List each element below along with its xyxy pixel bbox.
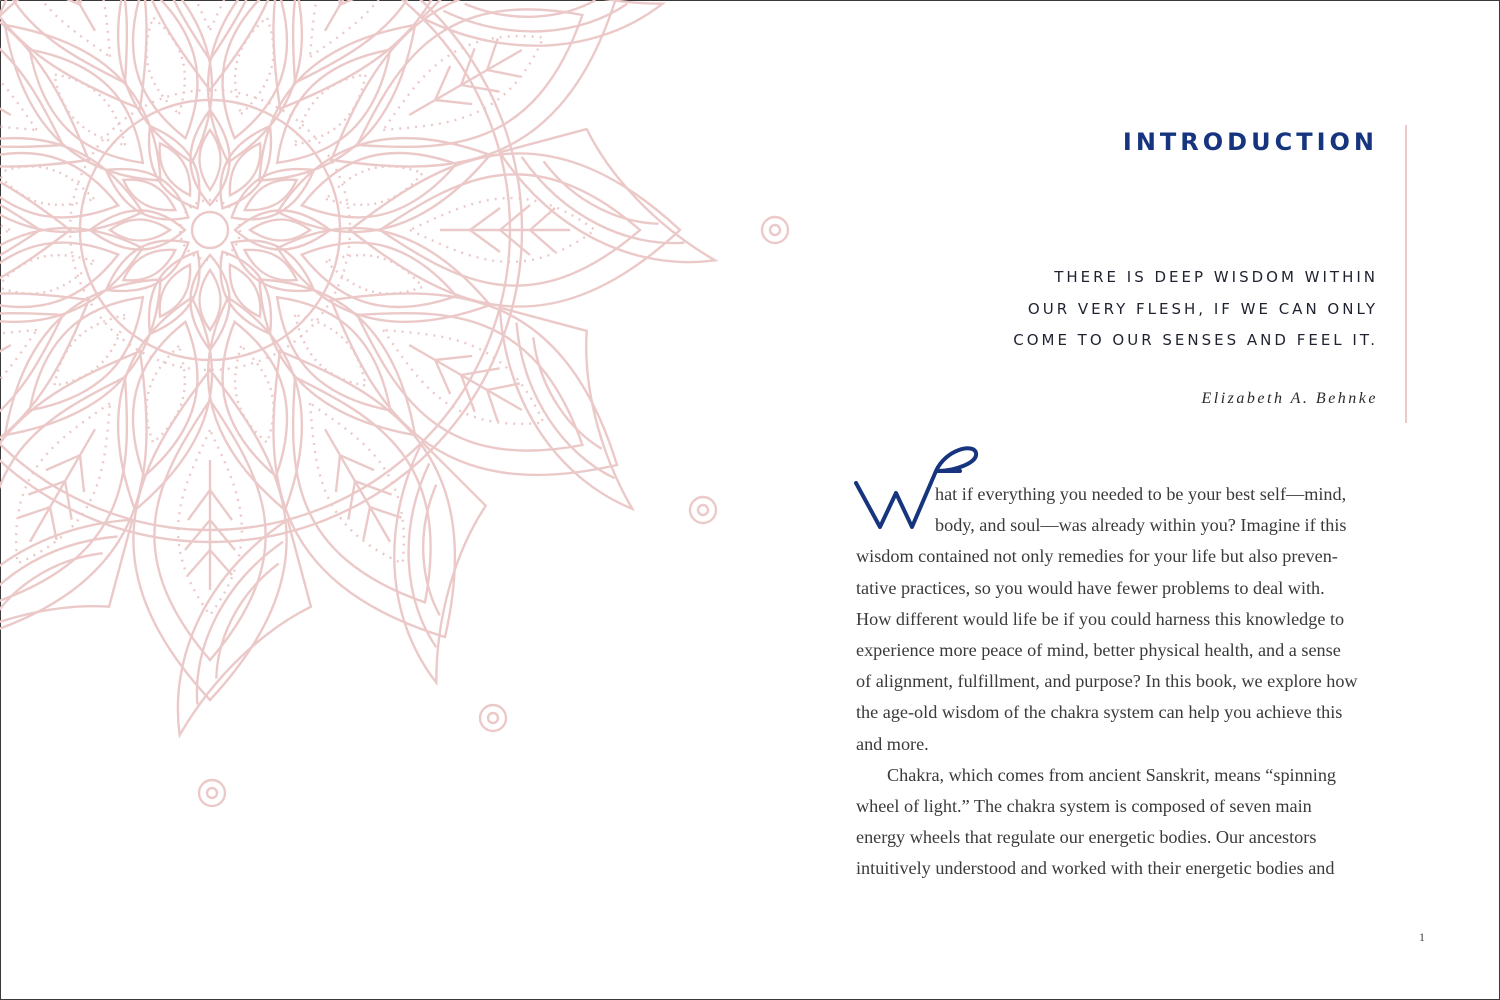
epigraph-attribution: Elizabeth A. Behnke [1201, 390, 1378, 407]
body-text [856, 479, 1416, 885]
mandala-illustration [0, 0, 830, 860]
epigraph-line: OUR VERY FLESH, IF WE CAN ONLY [1027, 299, 1378, 318]
body-line: wisdom contained not only remedies for your life but also preven- [856, 546, 1338, 567]
body-line: energy wheels that regulate our energetic bodies. Our ancestors [856, 827, 1317, 848]
body-line: How different would life be if you could harness this knowledge to [856, 608, 1345, 629]
body-line: body, and soul—was already within you? Imagine if this [935, 515, 1347, 536]
body-line: experience more peace of mind, better physical health, and a sense [856, 640, 1341, 661]
mandala-pattern [0, 0, 715, 735]
page-number: 1 [1419, 930, 1425, 944]
body-line: and more. [856, 733, 929, 754]
body-line: intuitively understood and worked with their energetic bodies and [856, 858, 1335, 879]
body-line: the age-old wisdom of the chakra system can help you achieve this [856, 702, 1343, 723]
epigraph-line: COME TO OUR SENSES AND FEEL IT. [1013, 331, 1378, 349]
vertical-rule [1405, 125, 1407, 423]
body-line: tative practices, so you would have fewer problems to deal with. [856, 577, 1325, 598]
body-line: wheel of light.” The chakra system is composed of seven main [856, 796, 1312, 817]
epigraph [900, 262, 1378, 357]
chapter-title: INTRODUCTION [1122, 128, 1378, 156]
body-line: hat if everything you needed to be your best self—mind, [935, 484, 1347, 504]
body-line: Chakra, which comes from ancient Sanskrit, means “spinning [887, 764, 1337, 785]
epigraph-line: THERE IS DEEP WISDOM WITHIN [1054, 268, 1378, 286]
body-line: of alignment, fulfillment, and purpose? In this book, we explore how [856, 671, 1358, 692]
